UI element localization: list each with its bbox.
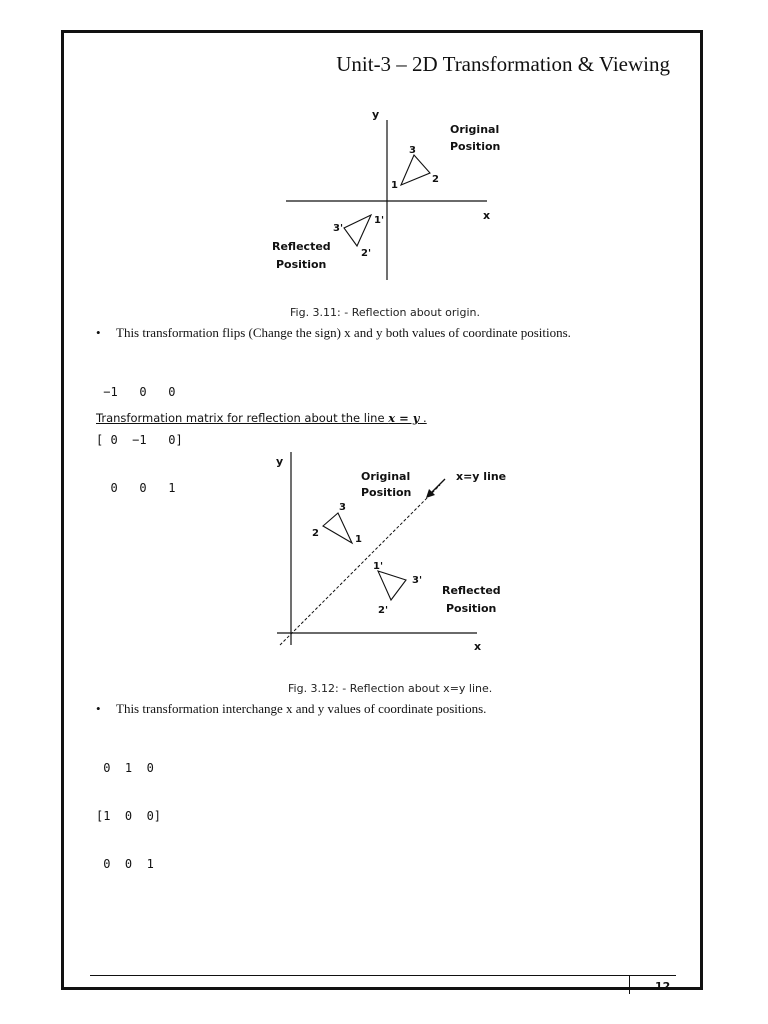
matrix1-row: 0 0 1 bbox=[96, 481, 176, 495]
fig2-xy-line bbox=[280, 485, 440, 645]
page-number: 12 bbox=[655, 980, 671, 993]
fig2-point-2: 2 bbox=[312, 528, 319, 539]
fig1-reflected-label-1: Reflected bbox=[272, 240, 331, 253]
bullet-dot-2: • bbox=[96, 701, 101, 716]
fig1-point-2: 2 bbox=[432, 174, 439, 185]
fig2-line-label: x=y line bbox=[456, 470, 507, 483]
fig2-x-label: x bbox=[474, 640, 482, 653]
figure-reflection-origin bbox=[272, 108, 500, 280]
fig2-point-1: 1 bbox=[355, 534, 362, 545]
footer-rule bbox=[90, 975, 676, 976]
matrix2-row: 0 0 1 bbox=[96, 857, 154, 871]
subheading-text: Transformation matrix for reflection about the line bbox=[96, 411, 389, 425]
fig1-original-triangle bbox=[401, 155, 430, 185]
bullet-item-1 bbox=[96, 325, 571, 341]
footer-divider bbox=[629, 976, 630, 994]
fig1-point-1r: 1' bbox=[374, 215, 385, 226]
matrix2-row: 0 1 0 bbox=[96, 761, 154, 775]
matrix-reflection-origin bbox=[96, 352, 183, 512]
fig2-reflected-label-2: Position bbox=[446, 602, 497, 615]
fig1-original-label-1: Original bbox=[450, 123, 500, 136]
fig2-caption: Fig. 3.12: - Reflection about x=y line. bbox=[288, 682, 493, 695]
fig2-point-3: 3 bbox=[339, 502, 346, 513]
subheading-end: . bbox=[419, 411, 427, 425]
bullet-item-2 bbox=[96, 701, 486, 717]
fig2-point-1r: 1' bbox=[373, 561, 384, 572]
fig1-point-3r: 3' bbox=[333, 223, 344, 234]
matrix2-row: [1 0 0] bbox=[96, 809, 162, 823]
fig2-original-triangle bbox=[323, 513, 352, 543]
fig1-x-label: x bbox=[483, 209, 491, 222]
fig1-original-label-2: Position bbox=[450, 140, 501, 153]
fig2-reflected-triangle bbox=[378, 571, 406, 600]
figure-reflection-xy-line bbox=[276, 452, 506, 653]
fig2-y-label: y bbox=[276, 455, 284, 468]
subheading-reflection-xy bbox=[96, 411, 427, 425]
matrix1-row: −1 0 0 bbox=[96, 385, 176, 399]
matrix-reflection-xy bbox=[96, 728, 161, 888]
fig1-point-1: 1 bbox=[391, 180, 398, 191]
bullet-text-2: This transformation interchange x and y values of coordinate positions. bbox=[116, 701, 487, 716]
fig1-point-2r: 2' bbox=[361, 248, 372, 259]
fig2-original-label-1: Original bbox=[361, 470, 411, 483]
fig1-reflected-label-2: Position bbox=[276, 258, 327, 271]
fig2-point-3r: 3' bbox=[412, 575, 423, 586]
fig1-reflected-triangle bbox=[344, 215, 371, 246]
fig1-point-3: 3 bbox=[409, 145, 416, 156]
page-header-title: Unit-3 – 2D Transformation & Viewing bbox=[336, 52, 670, 76]
bullet-dot-1: • bbox=[96, 325, 101, 340]
fig2-point-2r: 2' bbox=[378, 605, 389, 616]
bullet-text-1: This transformation flips (Change the sign) x and y both values of coordinate positions. bbox=[116, 325, 571, 340]
fig2-original-label-2: Position bbox=[361, 486, 412, 499]
matrix1-row: [ 0 −1 0] bbox=[96, 433, 183, 447]
fig1-y-label: y bbox=[372, 108, 380, 121]
subheading-expr: x = y bbox=[388, 411, 420, 425]
fig2-reflected-label-1: Reflected bbox=[442, 584, 501, 597]
fig1-caption: Fig. 3.11: - Reflection about origin. bbox=[290, 306, 480, 319]
